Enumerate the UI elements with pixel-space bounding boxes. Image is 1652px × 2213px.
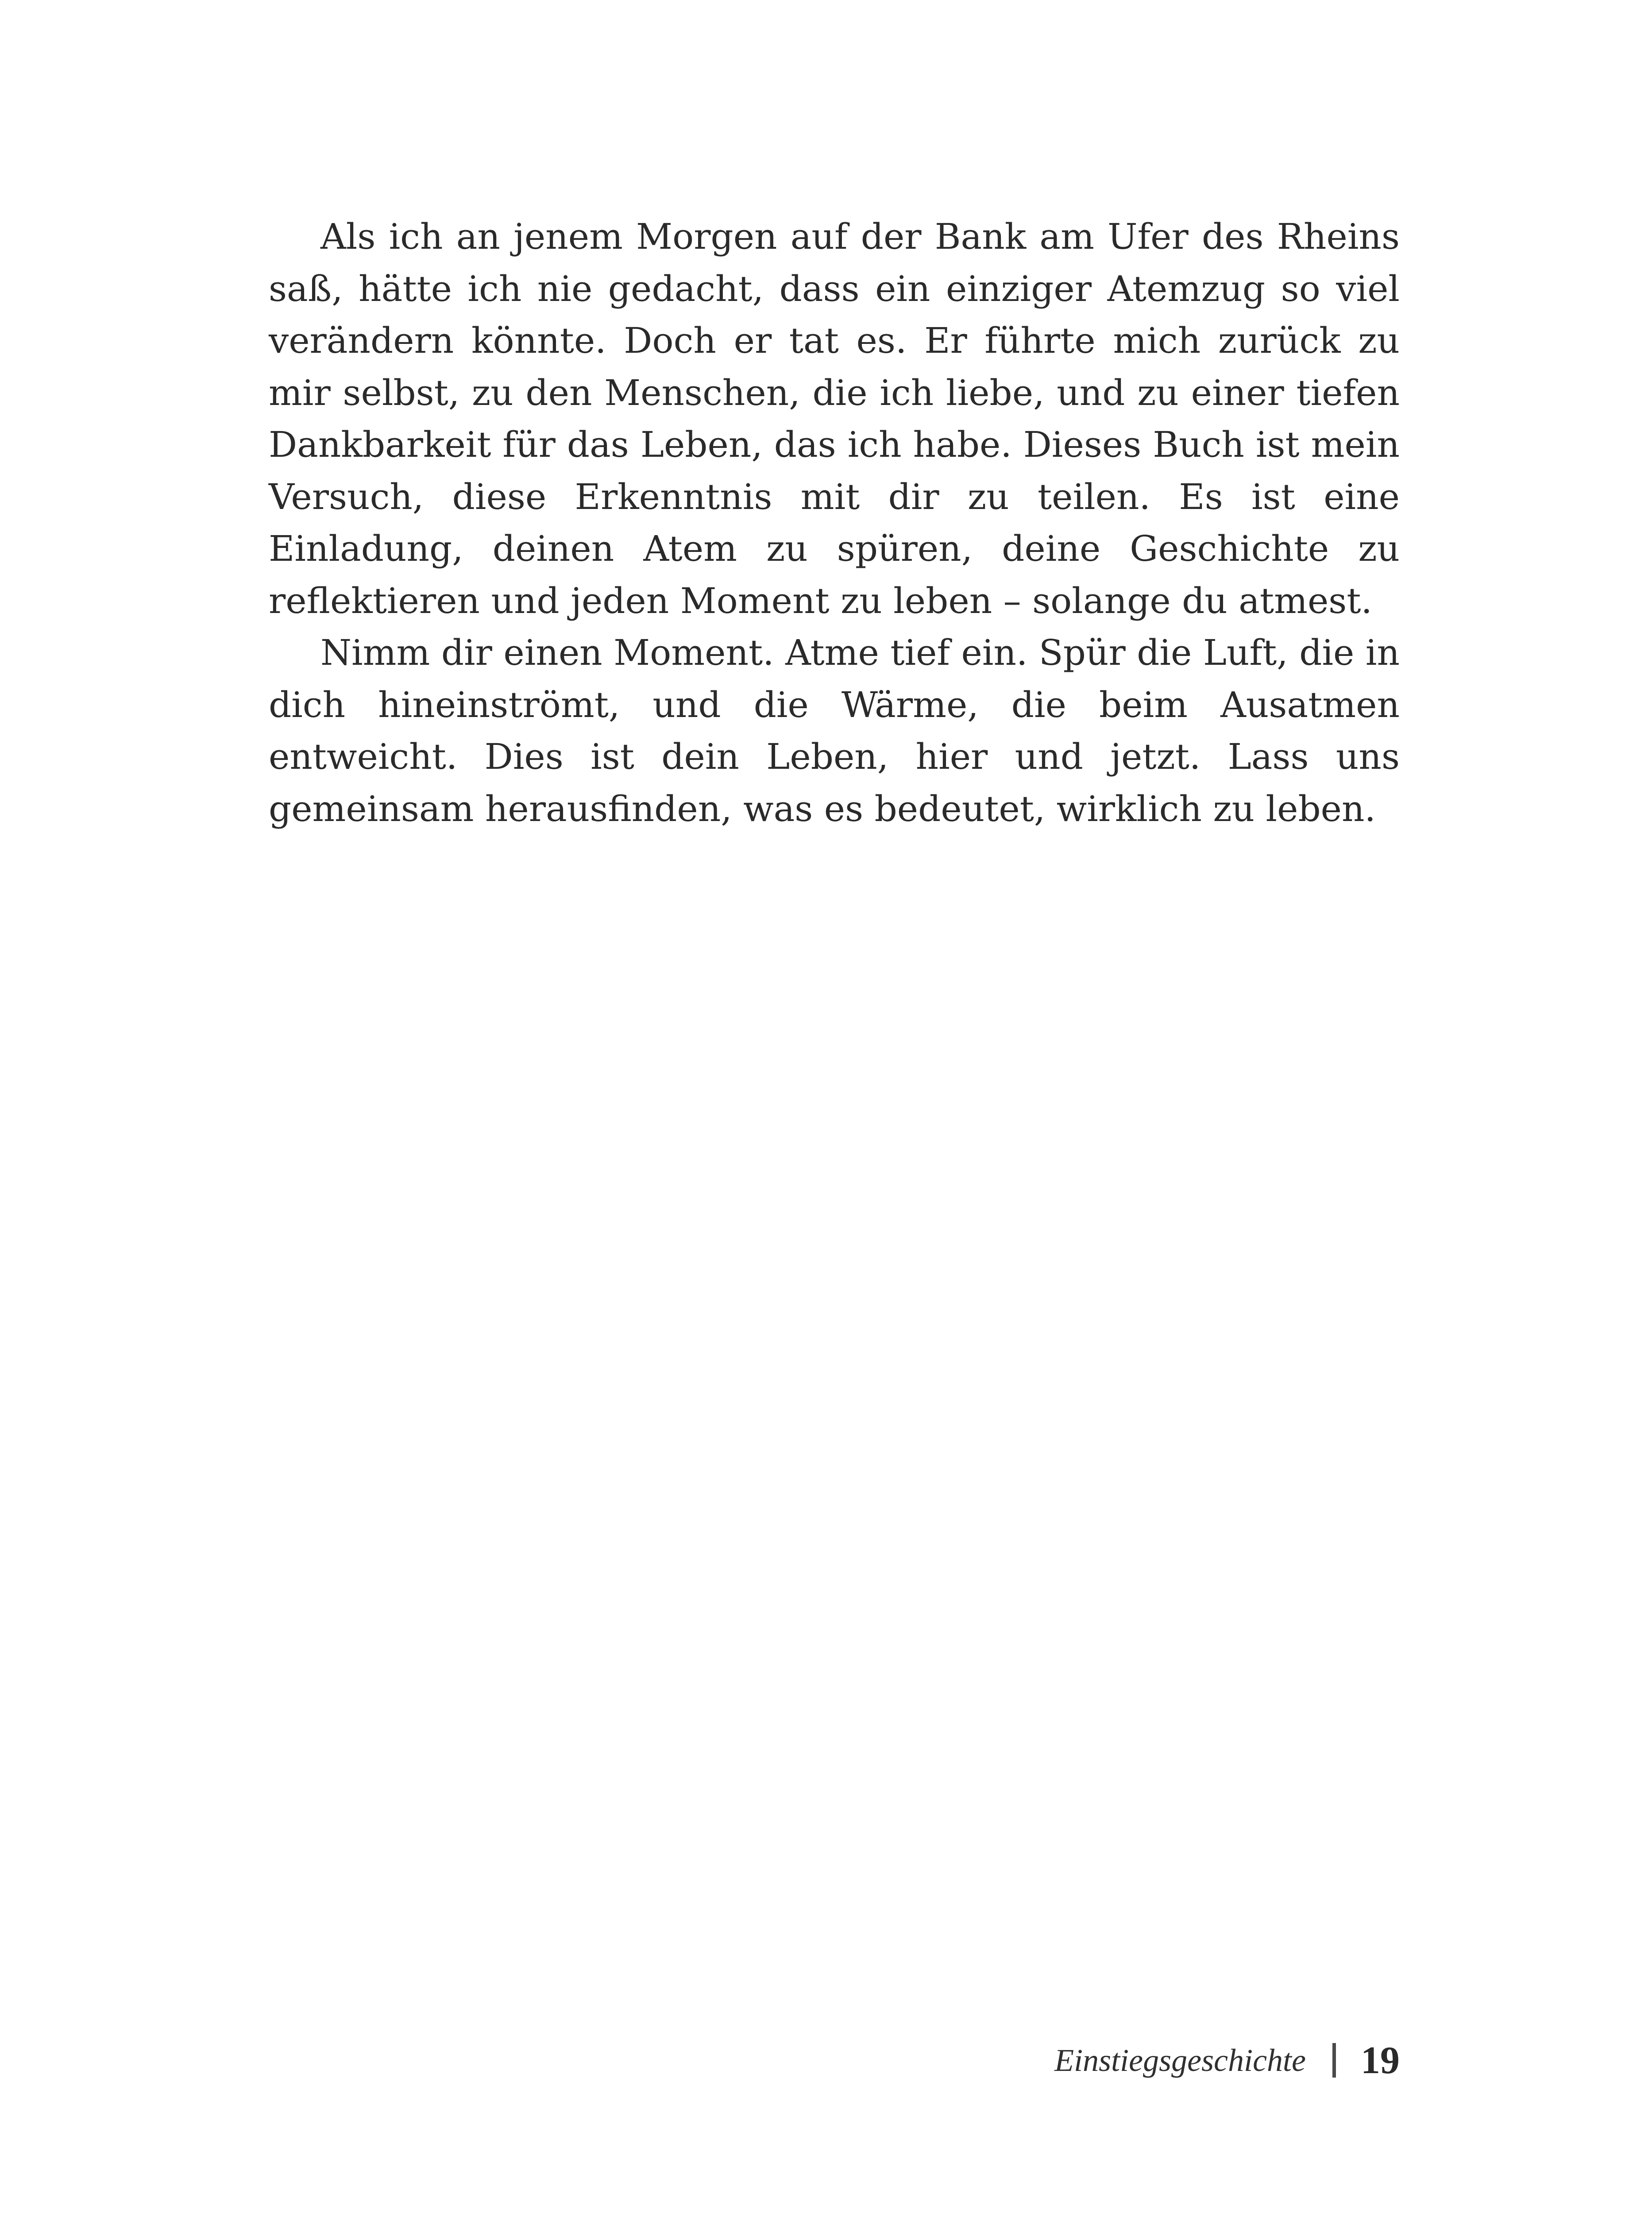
page-footer <box>1054 2032 1400 2089</box>
paragraph-1: Als ich an jenem Morgen auf der Bank am Ufer des Rheins saß, hätte ich nie gedacht, dass ein einziger Atemzug so viel verändern könnte. Doch er tat es. Er führte mich zurück zu mir selbst, zu den Menschen, die ich liebe, und zu einer tiefen Dankbarkeit für das Leben, das ich habe. Dieses Buch ist mein Versuch, diese Erkenntnis mit dir zu teilen. Es ist eine Einladung, deinen Atem zu spüren, deine Geschichte zu reflektieren und jeden Moment zu leben – solange du atmest. <box>269 216 1400 621</box>
footer-separator <box>1332 2043 1336 2078</box>
body-text <box>269 211 1400 835</box>
running-head: Einstiegsgeschichte <box>1054 2042 1306 2078</box>
page-number: 19 <box>1361 2039 1400 2082</box>
paragraph-2: Nimm dir einen Moment. Atme tief ein. Spür die Luft, die in dich hineinströmt, und die Wärme, die beim Ausatmen entweicht. Dies ist dein Leben, hier und jetzt. Lass uns gemeinsam herausfinden, was es bedeutet, wirklich zu leben. <box>269 632 1400 829</box>
